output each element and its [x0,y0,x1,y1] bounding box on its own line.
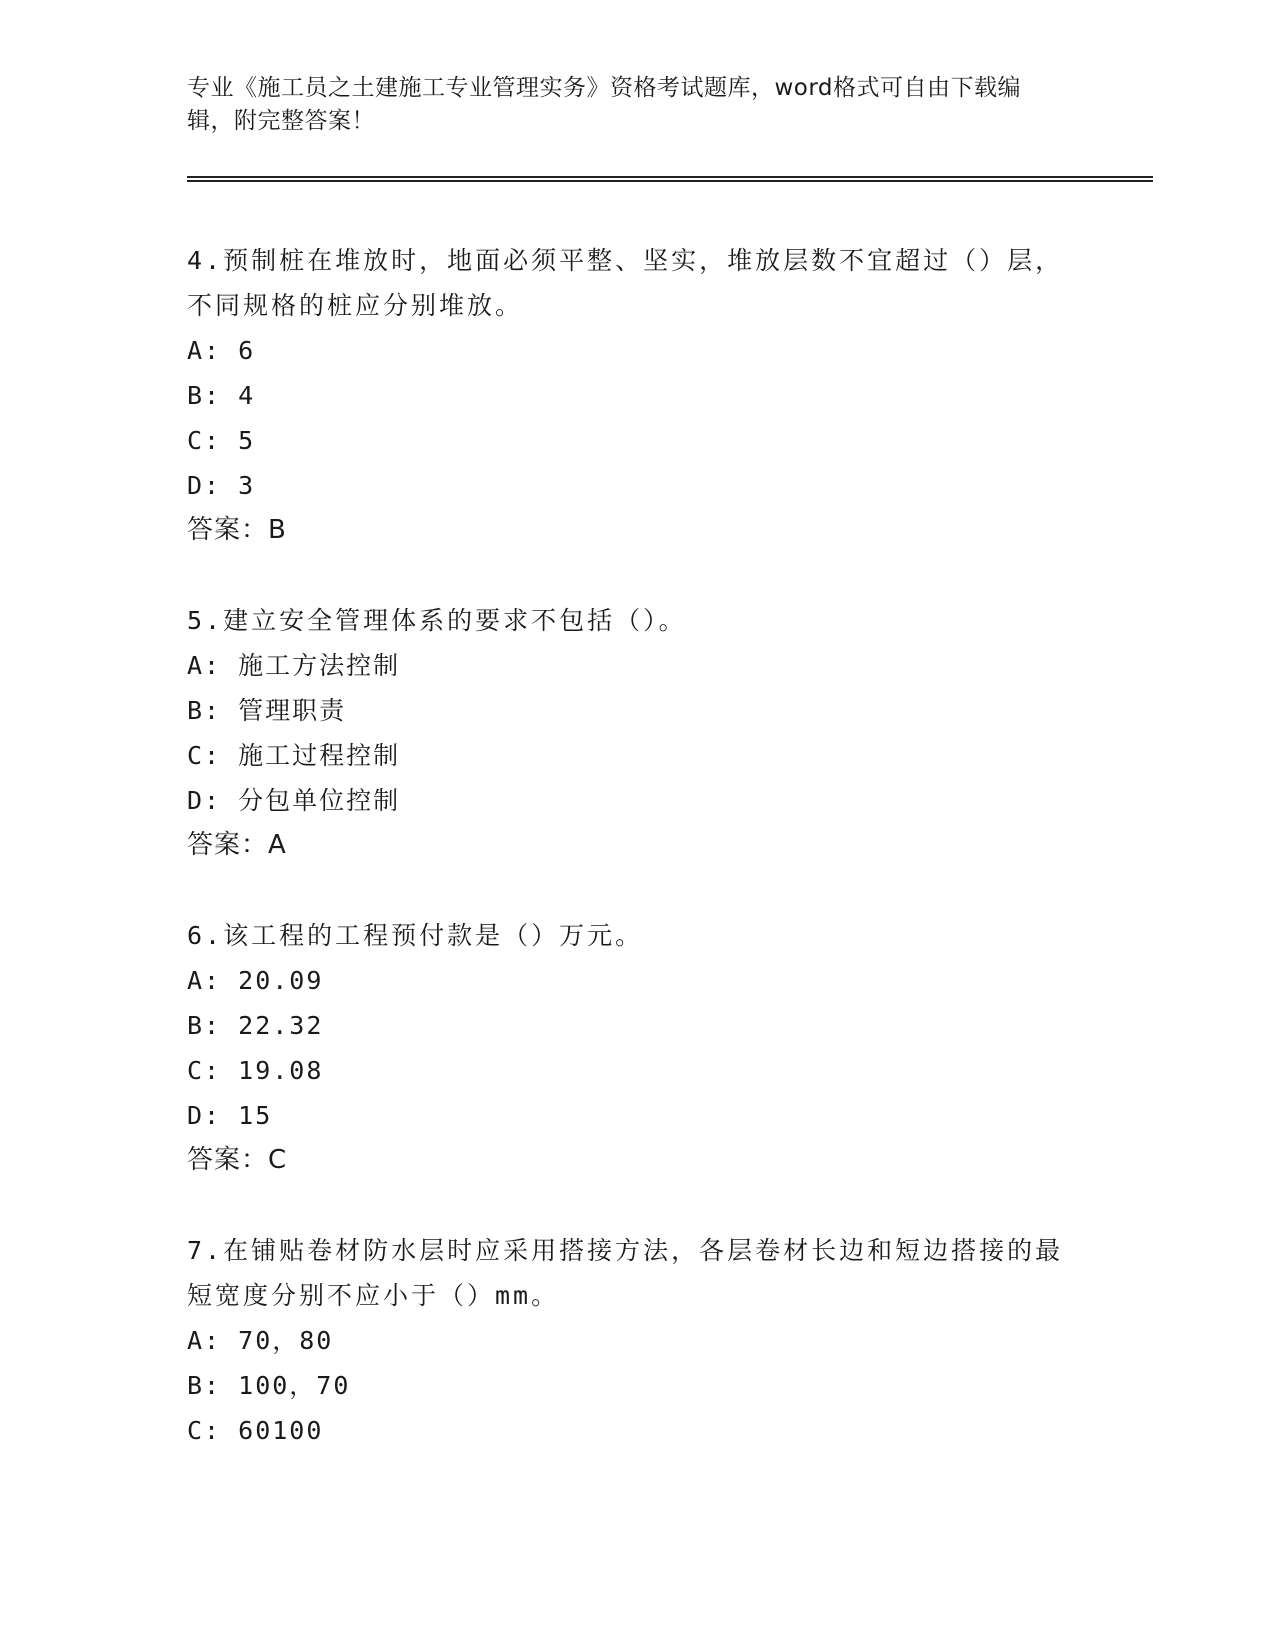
question-text: 6.该工程的工程预付款是（）万元。 [187,921,644,950]
answer-line: 答案：C [187,1145,288,1175]
option-d: D: 15 [187,1101,273,1130]
option-c: C: 19.08 [187,1056,324,1085]
question-text: 7.在铺贴卷材防水层时应采用搭接方法，各层卷材长边和短边搭接的最短宽度分别不应小于（）mm。 [187,1236,1064,1310]
option-b: B: 22.32 [187,1011,324,1040]
option-d: D: 分包单位控制 [187,786,401,815]
option-b: B: 100，70 [187,1371,351,1400]
answer-line: 答案：B [187,515,287,545]
option-d: D: 3 [187,471,256,500]
question-text: 5.建立安全管理体系的要求不包括（）。 [187,606,687,635]
question-list [187,238,1087,1498]
option-c: C: 60100 [187,1416,324,1445]
option-c: C: 5 [187,426,256,455]
question-7 [187,1228,1087,1453]
question-5 [187,598,1087,868]
option-b: B: 管理职责 [187,696,347,725]
option-a: A: 施工方法控制 [187,651,401,680]
option-a: A: 6 [187,336,256,365]
question-4 [187,238,1087,553]
answer-line: 答案：A [187,830,287,860]
question-text: 4.预制桩在堆放时，地面必须平整、坚实，堆放层数不宜超过（）层，不同规格的桩应分别堆放。 [187,246,1064,320]
option-c: C: 施工过程控制 [187,741,401,770]
document-header: 专业《施工员之土建施工专业管理实务》资格考试题库，word格式可自由下载编辑，附完整答案！ [187,75,1022,134]
option-a: A: 20.09 [187,966,324,995]
option-b: B: 4 [187,381,256,410]
option-a: A: 70，80 [187,1326,334,1355]
header-divider [187,176,1153,182]
question-6 [187,913,1087,1183]
